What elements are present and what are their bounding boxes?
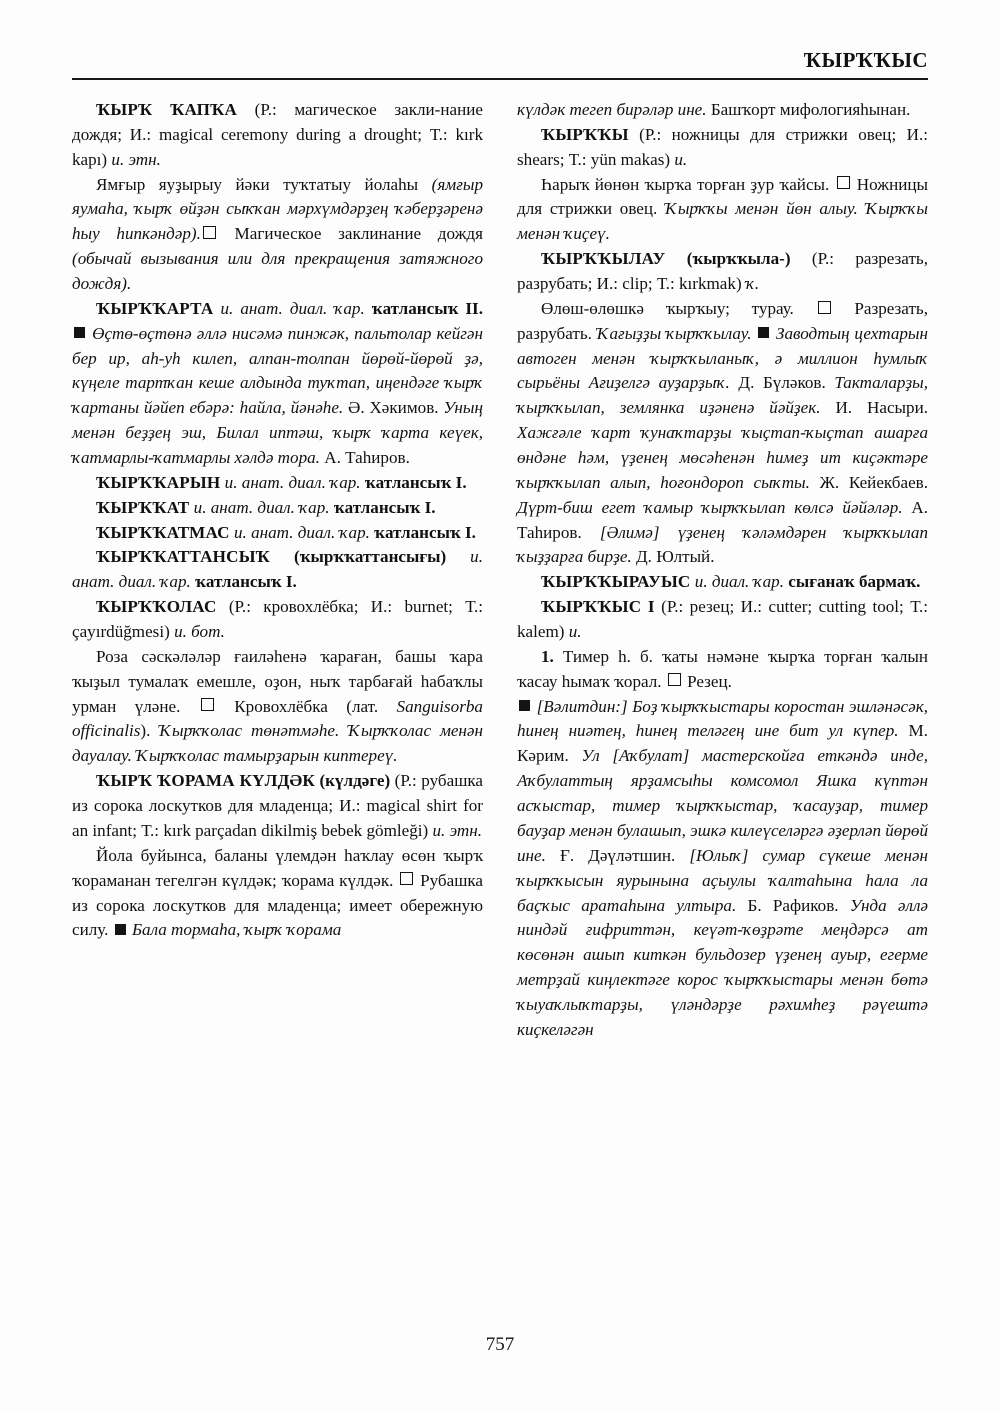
latin-binomial: Sanguisorba officinalis	[72, 696, 483, 741]
grammar-label: и. этн.	[111, 149, 161, 169]
grammar-label: и.	[674, 149, 688, 169]
headword: ҠЫРҠҠАРТА	[96, 298, 214, 318]
citation-author: М. Кәрим.	[517, 721, 928, 766]
entry-kyrkkolas	[72, 595, 483, 645]
sense-number: 1.	[541, 646, 554, 666]
citation-author: Б. Рафиков.	[747, 895, 839, 915]
definition-text: Өлөш-өлөшкә ҡырҡыу; турау.	[541, 298, 816, 318]
entry-kyrkkolas-body	[72, 645, 483, 769]
headword: ҠЫРҠҠЫЛАУ	[541, 249, 666, 269]
grammar-label: и. диал. ҡар.	[694, 572, 784, 592]
russian-definition: Кровохлёбка (лат.	[215, 696, 397, 716]
citation-text: Такталарҙы, ҡырҡҡылап, землянка иҙәненә йәйҙек.	[517, 373, 928, 418]
right-column	[517, 98, 928, 1302]
cross-reference: ҡатлансыҡ I.	[333, 497, 436, 517]
headword: ҠЫРҠҠЫС I	[541, 597, 655, 617]
gloss: (Р.: ножницы для стрижки овец; И.: shears; Т.: yün makas)	[517, 124, 928, 169]
headword: ҠЫРҠҠЫРАУЫС	[541, 572, 691, 592]
headword: ҠЫРҠҠАТМАС	[96, 522, 230, 542]
citation-author: Ғ. Дәүләтшин.	[559, 845, 676, 865]
headword: ҠЫРҠ ҠАПҠА	[96, 100, 238, 119]
headword: ҠЫРҠ ҠОРАМА КҮЛДӘК	[96, 771, 315, 791]
filled-square-marker-icon	[115, 924, 126, 935]
open-square-marker-icon	[400, 872, 413, 885]
russian-definition: Магическое заклинание дождя	[217, 224, 483, 244]
russian-definition: Резец.	[682, 671, 732, 691]
entry-kyrk-korama-kuldak	[72, 769, 483, 844]
cross-reference: ҡатлансыҡ I.	[374, 522, 476, 542]
entry-kyrkkatmas	[72, 521, 483, 546]
running-head-text: ҠЫРҠҠЫС	[803, 48, 928, 72]
citation-text: Унда әллә ниндәй ғифриттән, кеүәт-ҡөҙрәте меңдәрсә ат көсөнән ашып киткән бульдозер үҙенең ауыр, егерме метрҙай киңлектәге корос ҡырҡҡыстары менән бөтә ҡыуаҡлыҡтарҙы, үләндәрҙе рәхимһеҙ рәүештә киҫкеләгән	[517, 895, 928, 1039]
headword-variant: (ҡырҡҡаттансығы)	[270, 547, 471, 567]
example-italic: (ямғыр яумаһа, ҡырҡ өйҙән сыҡҡан мәрхүмдәрҙең ҡәберҙәренә һыу һипкәндәр).	[72, 174, 483, 244]
entry-kyrkkat	[72, 496, 483, 521]
citation-author: А. Таһиров.	[324, 448, 410, 468]
definition-text: Һарыҡ йөнөн ҡырҡа торған ҙур ҡайсы.	[541, 174, 835, 194]
citation-author: Д. Юлтый.	[636, 547, 715, 567]
gloss: (Р.: магическое закли-нание дождя; И.: magical ceremony during a drought; Т.: kırk kapı)	[72, 100, 483, 169]
entry-kyrkkylau	[517, 247, 928, 297]
grammar-label: и.	[568, 622, 582, 642]
grammar-label: ҡ.	[745, 274, 760, 294]
left-column	[72, 98, 483, 1302]
headword: ҠЫРҠҠАТ	[96, 497, 190, 517]
example-italic: Ҡырҡҡы менән йөн алыу. Ҡырҡҡы менән ҡиҫеү.	[517, 199, 928, 244]
open-square-marker-icon	[837, 176, 850, 189]
citation-author: Ж. Кейекбаев.	[819, 472, 929, 492]
open-square-marker-icon	[668, 673, 681, 686]
definition-text: Ямғыр яуҙырыу йәки туҡтатыу йолаһы	[96, 174, 432, 194]
entry-kyrkkarta	[72, 297, 483, 471]
entry-kyrk-kapka	[72, 98, 483, 173]
citation-text: Заводтың цехтарын автоген менән ҡырҡҡыланыҡ, ә миллион һумлыҡ сырьёны Ағиҙелгә ауҙарҙыҡ.	[517, 323, 928, 393]
continuation-italic: күлдәк тегеп бирәләр ине.	[517, 100, 707, 119]
cross-reference: сығанаҡ бармаҡ.	[788, 572, 921, 592]
russian-definition: Разрезать, разрубать.	[517, 298, 928, 343]
column-container	[72, 98, 928, 1302]
entry-kyrkky	[517, 123, 928, 173]
gloss: (Р.: рубашка из сорока лоскутков для младенца; И.: magical shirt for an infant; Т.: kırk parçadan dikilmiş bebek gömleği)	[72, 771, 483, 840]
entry-kyrk-korama-kuldak-body	[72, 844, 483, 943]
definition-text: Йола буйынса, баланы үлемдән һаҡлау өсөн ҡырҡ ҡораманан тегелгән күлдәк; ҡорама күлдәк.	[72, 845, 483, 890]
entry-kyrkkys-citations	[517, 695, 928, 1043]
russian-definition: Ножницы для стрижки овец.	[517, 174, 928, 219]
citation-text: Хажғәле ҡарт ҡунаҡтарҙы ҡыҫтап-ҡыҫтап ашарға өндәне һәм, үҙенең мөсәһенән һимеҙ ит киҫәктәре ҡырҡҡылап алып, һоғондороп сыҡты.	[517, 423, 928, 492]
entry-kyrkkattansyk	[72, 545, 483, 595]
citation-author: И. Насыри.	[835, 398, 928, 418]
cross-reference: ҡатлансыҡ II.	[371, 298, 483, 318]
cross-reference: ҡатлансыҡ I.	[195, 572, 297, 592]
gloss: (Р.: резец; И.: cutter; cutting tool; Т.: kalem)	[517, 597, 928, 642]
open-square-marker-icon	[201, 698, 214, 711]
continuation-text	[517, 98, 928, 123]
gloss: (Р.: кровохлёбка; И.: burnet; Т.: çayırdüğmesi)	[72, 597, 483, 642]
citation-author: Ә. Хәкимов.	[348, 398, 439, 418]
grammar-label: и. анат. диал. ҡар.	[220, 298, 365, 318]
filled-square-marker-icon	[74, 327, 85, 338]
grammar-label: и. анат. диал. ҡар.	[224, 472, 361, 492]
entry-kyrk-kapka-body	[72, 173, 483, 297]
headword: ҠЫРҠҠЫ	[541, 124, 629, 144]
citation-text: [Әлимә] үҙенең ҡәләмдәрен ҡырҡҡылап ҡыҙҙарға бирҙе.	[517, 522, 928, 567]
citation-author: Д. Бүләков.	[738, 373, 826, 393]
open-square-marker-icon	[818, 301, 831, 314]
continuation-plain: Башҡорт мифологияһынан.	[706, 100, 911, 119]
grammar-label: и. анат. диал. ҡар.	[234, 522, 370, 542]
header-divider	[72, 78, 928, 80]
headword: ҠЫРҠҠОЛАС	[96, 597, 217, 617]
citation-text: Дүрт-биш егет ҡамыр ҡырҡҡылап көлсә йәйәләр.	[517, 497, 903, 517]
grammar-label: и. анат. диал. ҡар.	[72, 547, 483, 592]
citation-text: [Юлыҡ] сумар сүкеше менән ҡырҡҡысын яурынына аҫыулы ҡалтаһына һала ла баҫҡыс аратаһына ултыра.	[517, 845, 928, 915]
example-italic: Ҡырҡҡолас төнәтмәһе. Ҡырҡҡолас менән дауалау. Ҡырҡҡолас тамырҙарын киптереү.	[72, 721, 483, 766]
running-head	[72, 48, 928, 78]
entry-kyrkkylau-body	[517, 297, 928, 570]
entry-kyrkky-body	[517, 173, 928, 248]
headword: ҠЫРҠҠАТТАНСЫҠ	[96, 547, 271, 567]
grammar-label: и. этн.	[432, 820, 482, 840]
filled-square-marker-icon	[758, 327, 769, 338]
example-italic: Ҡағыҙҙы ҡырҡҡылау.	[596, 323, 752, 343]
headword: ҠЫРҠҠАРЫН	[96, 472, 221, 492]
citation-text: [Вәлитдин:] Боҙ ҡырҡҡыстары коростан эшләнәсәк, һинең ниәтең, һинең теләгең ине бит ул күпер.	[517, 696, 928, 741]
grammar-label: и. бот.	[174, 622, 225, 642]
filled-square-marker-icon	[519, 700, 530, 711]
definition-text: Тимер һ. б. ҡаты нәмәне ҡырҡа торған ҡалын ҡасау һымаҡ ҡорал.	[517, 646, 928, 691]
cross-reference: ҡатлансыҡ I.	[364, 472, 467, 492]
definition-tail: ).	[140, 721, 160, 741]
entry-kyrkkys	[517, 595, 928, 645]
entry-kyrkkys-sense-1	[517, 645, 928, 695]
definition-text: Роза сәскәләләр ғаиләһенә ҡараған, башы ҡара ҡыҙыл тумалаҡ емешле, оҙон, ныҡ тарбағай һабаҡлы урман үләне.	[72, 646, 483, 716]
citation-author: А. Таһиров.	[517, 497, 928, 542]
open-square-marker-icon	[203, 226, 216, 239]
entry-kyrkkaryn	[72, 471, 483, 496]
citation-text: Ул [Аҡбулат] мастерскойға еткәндә инде, Аҡбулаттың ярҙамсыһы комсомол Яшка күптән асҡыстар, тимер ҡырҡҡыстар, ҡасауҙар, тимер бауҙар менән булашып, эшкә килеүселәргә әҙерләп йөрөй ине.	[517, 746, 928, 865]
russian-definition: Рубашка из сорока лоскутков для младенца; имеет обережную силу.	[72, 870, 483, 940]
citation-text: Өҫтө-өҫтөнә әллә нисәмә пинжәк, пальтолар кейгән бер ир, аһ-уһ килеп, алпан-толпан йөрөй-йөрөй ҙә, күңеле тартҡан кеше алдында туҡтап, иңендәге ҡырҡ ҡартаны йәйеп ебәрә: һайла, йәнәһе.	[72, 323, 483, 418]
headword-variant: (ҡырҡҡыла-)	[665, 249, 812, 269]
gloss: (Р.: разрезать, разрубать; И.: clip; Т.: kırkmak)	[517, 249, 928, 294]
russian-note-italic: (обычай вызывания или для прекращения затяжного дождя).	[72, 249, 483, 294]
grammar-label: и. анат. диал. ҡар.	[193, 497, 330, 517]
headword-variant: (күлдәге)	[314, 771, 391, 791]
citation-text: Уның менән беҙҙең эш, Билал иптәш, ҡырҡ ҡарта кеүек, ҡатмарлы-ҡатмарлы хәлдә тора.	[72, 398, 483, 468]
citation-text: Бала тормаһа, ҡырҡ ҡорама	[131, 920, 342, 940]
entry-kyrkkyrauys	[517, 570, 928, 595]
page-number: 757	[485, 1334, 515, 1355]
